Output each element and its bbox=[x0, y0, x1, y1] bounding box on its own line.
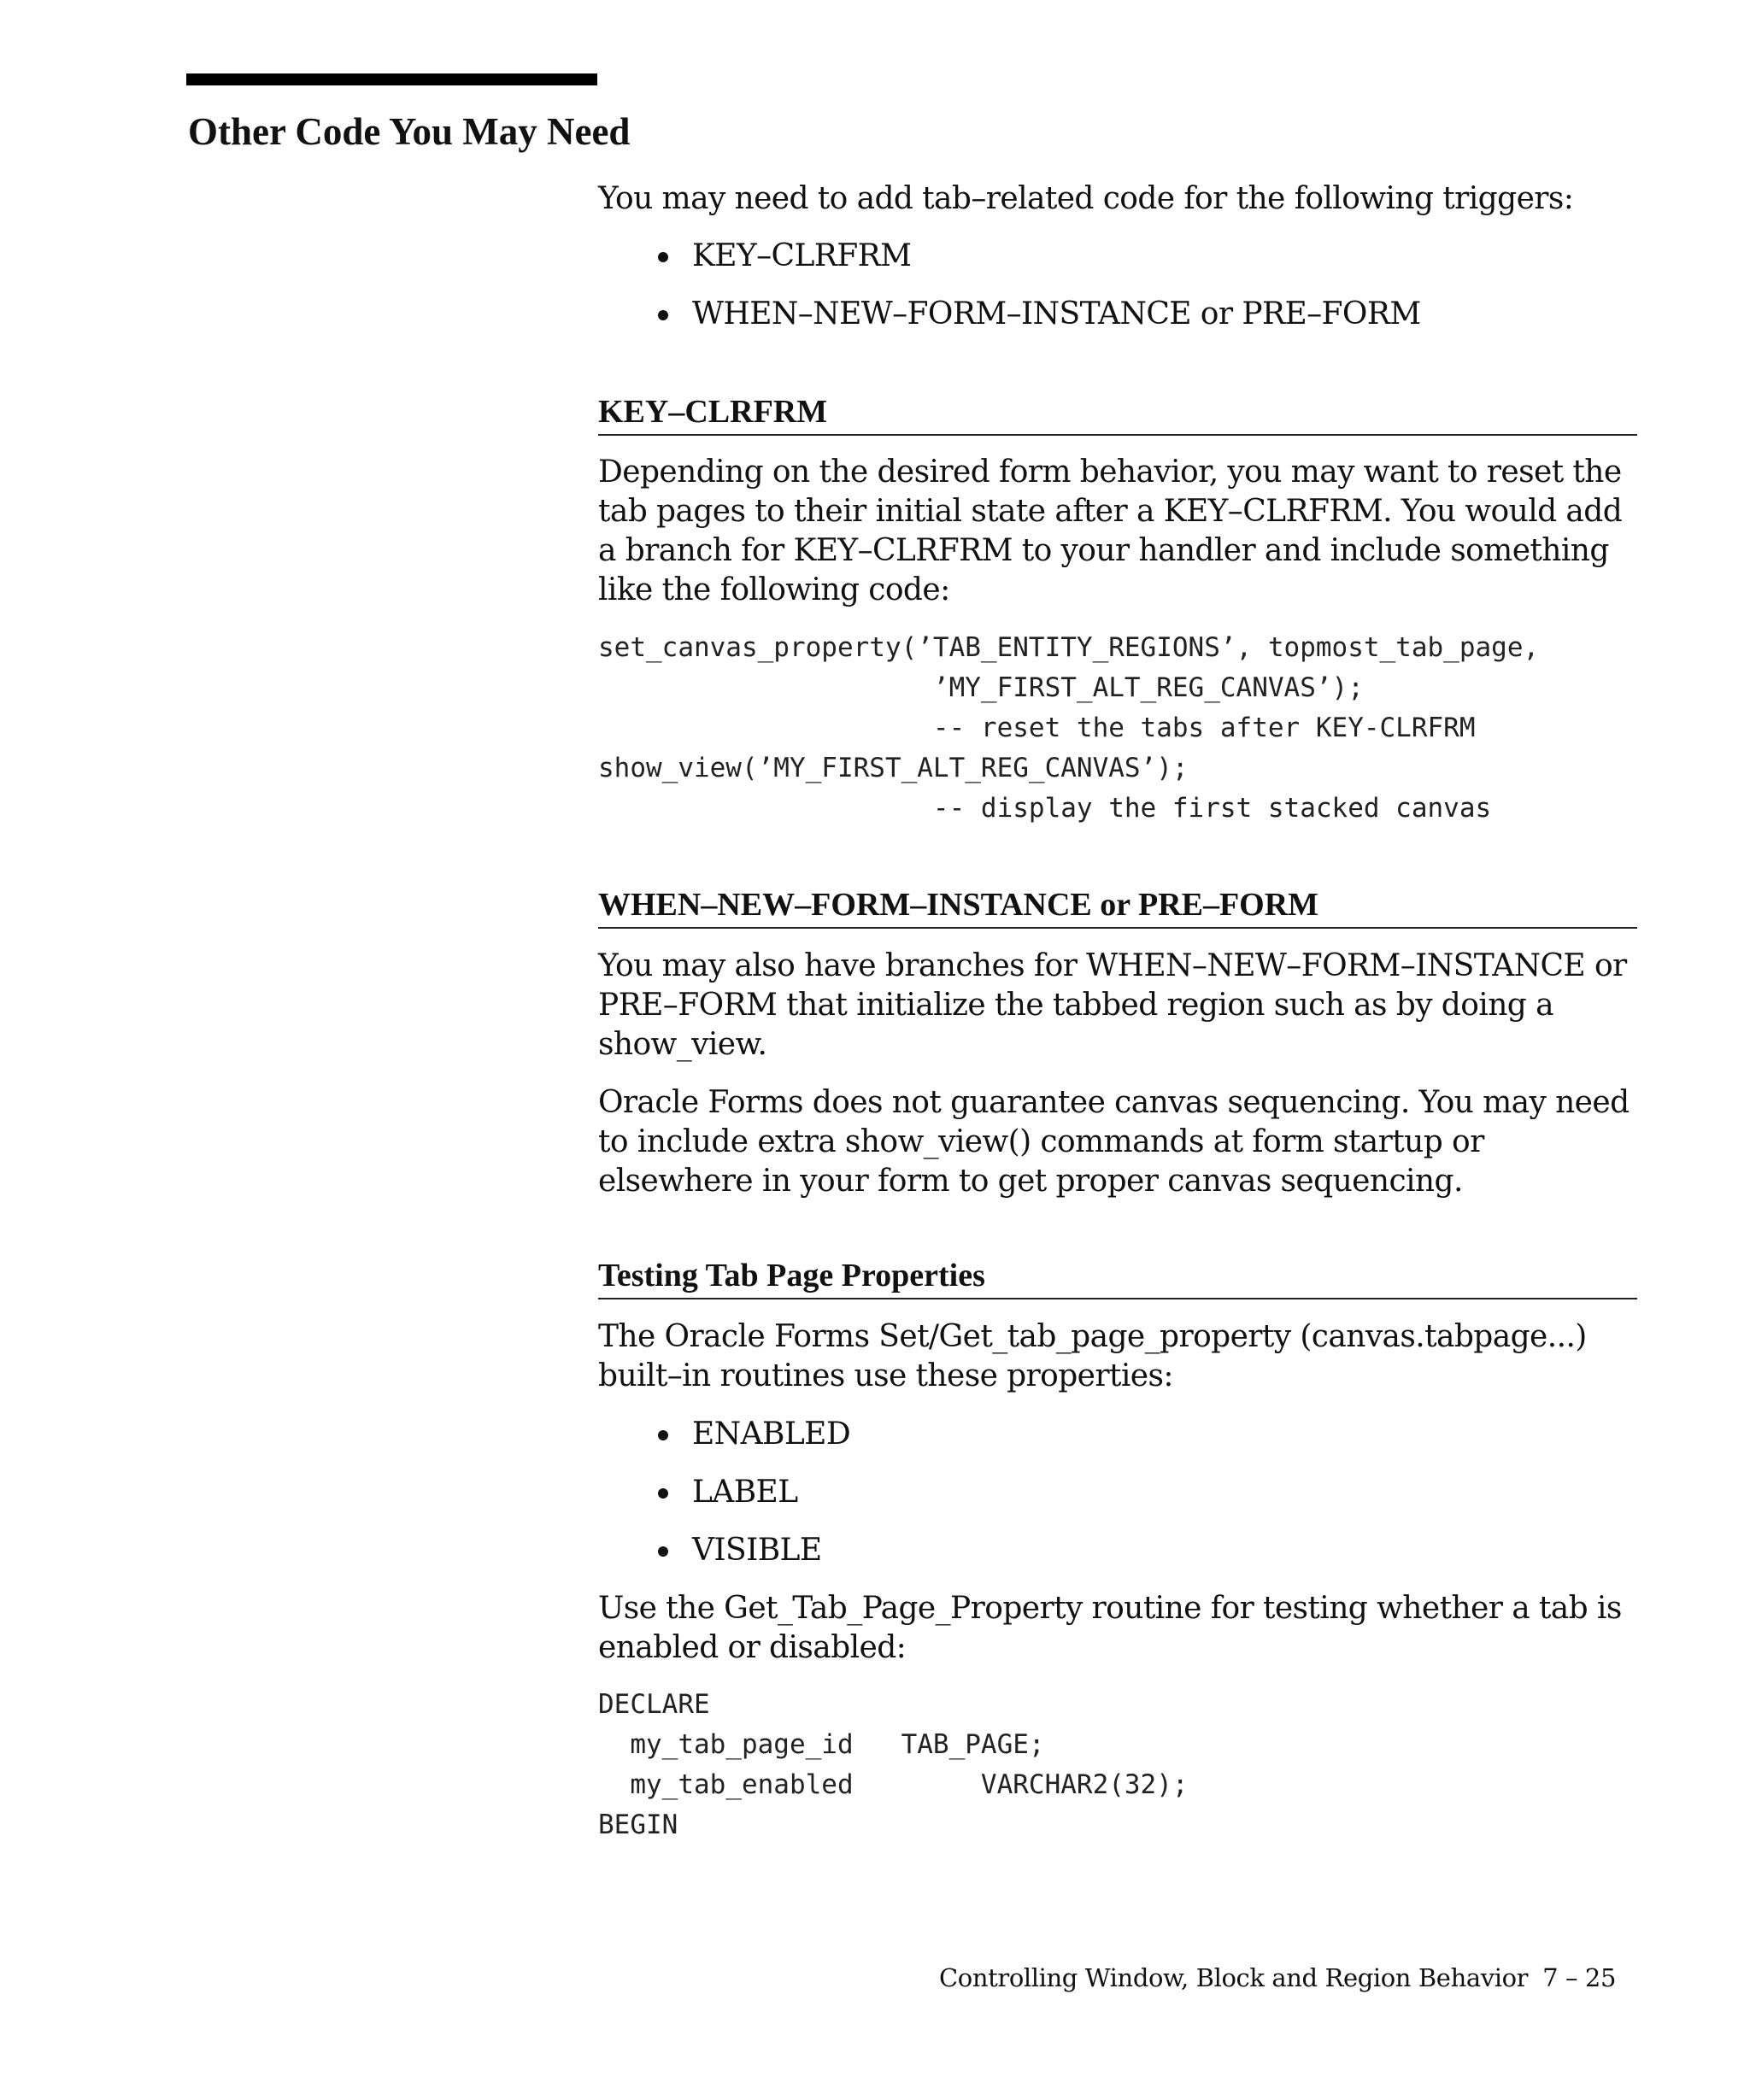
key-clrfrm-paragraph: Depending on the desired form behavior, you may want to reset the tab pages to their initial state after a KEY–CLRFRM. You would add a branch for KEY–CLRFRM to your handler and include something like the following code: bbox=[598, 455, 1623, 607]
list-item bbox=[598, 1415, 850, 1473]
footer-chapter-title: Controlling Window, Block and Region Behavior bbox=[939, 1963, 1529, 1992]
testing-paragraph: The Oracle Forms Set/Get_tab_page_property (canvas.tabpage...) built–in routines use these properties: bbox=[598, 1319, 1587, 1393]
bullet-icon bbox=[658, 1430, 668, 1440]
intro-paragraph: You may need to add tab–related code for the following triggers: bbox=[598, 181, 1574, 216]
list-item bbox=[598, 295, 1421, 353]
testing-heading: Testing Tab Page Properties bbox=[598, 1257, 1637, 1299]
footer-page-number: 7 – 25 bbox=[1542, 1963, 1616, 1992]
get-tab-page-paragraph: Use the Get_Tab_Page_Property routine for testing whether a tab is enabled or disabled: bbox=[598, 1591, 1622, 1665]
declare-code-block: DECLARE my_tab_page_id TAB_PAGE; my_tab_enabled VARCHAR2(32); BEGIN bbox=[598, 1689, 1189, 1840]
canvas-sequencing-paragraph: Oracle Forms does not guarantee canvas sequencing. You may need to include extra show_view() commands at form startup or elsewhere in your form to get proper canvas sequencing. bbox=[598, 1085, 1630, 1199]
property-list bbox=[598, 1415, 850, 1589]
bullet-icon bbox=[658, 1546, 668, 1557]
bullet-icon bbox=[658, 1488, 668, 1499]
section-top-rule bbox=[186, 73, 597, 85]
when-new-form-heading: WHEN–NEW–FORM–INSTANCE or PRE–FORM bbox=[598, 886, 1637, 929]
key-clrfrm-heading: KEY–CLRFRM bbox=[598, 393, 1637, 436]
bullet-icon bbox=[658, 252, 668, 262]
list-item-text: KEY–CLRFRM bbox=[692, 238, 912, 273]
list-item bbox=[598, 1473, 850, 1531]
trigger-list bbox=[598, 237, 1421, 353]
list-item-text: ENABLED bbox=[692, 1417, 851, 1452]
section-title: Other Code You May Need bbox=[188, 110, 631, 153]
bullet-icon bbox=[658, 310, 668, 320]
list-item-text: WHEN–NEW–FORM–INSTANCE or PRE–FORM bbox=[692, 296, 1421, 331]
page-footer bbox=[939, 1958, 1616, 1997]
when-new-form-paragraph: You may also have branches for WHEN–NEW–FORM–INSTANCE or PRE–FORM that initialize the tabbed region such as by doing a show_view. bbox=[598, 948, 1627, 1062]
key-clrfrm-code-block: set_canvas_property(’TAB_ENTITY_REGIONS’, topmost_tab_page, ’MY_FIRST_ALT_REG_CANVAS’); -- reset the tabs after KEY-CLRFRM show_view(’MY_FIRST_ALT_REG_CANVAS’); -- display the first stacked canvas bbox=[598, 632, 1540, 824]
list-item bbox=[598, 1531, 850, 1589]
list-item bbox=[598, 237, 1421, 295]
list-item-text: VISIBLE bbox=[692, 1533, 822, 1568]
list-item-text: LABEL bbox=[692, 1475, 798, 1510]
